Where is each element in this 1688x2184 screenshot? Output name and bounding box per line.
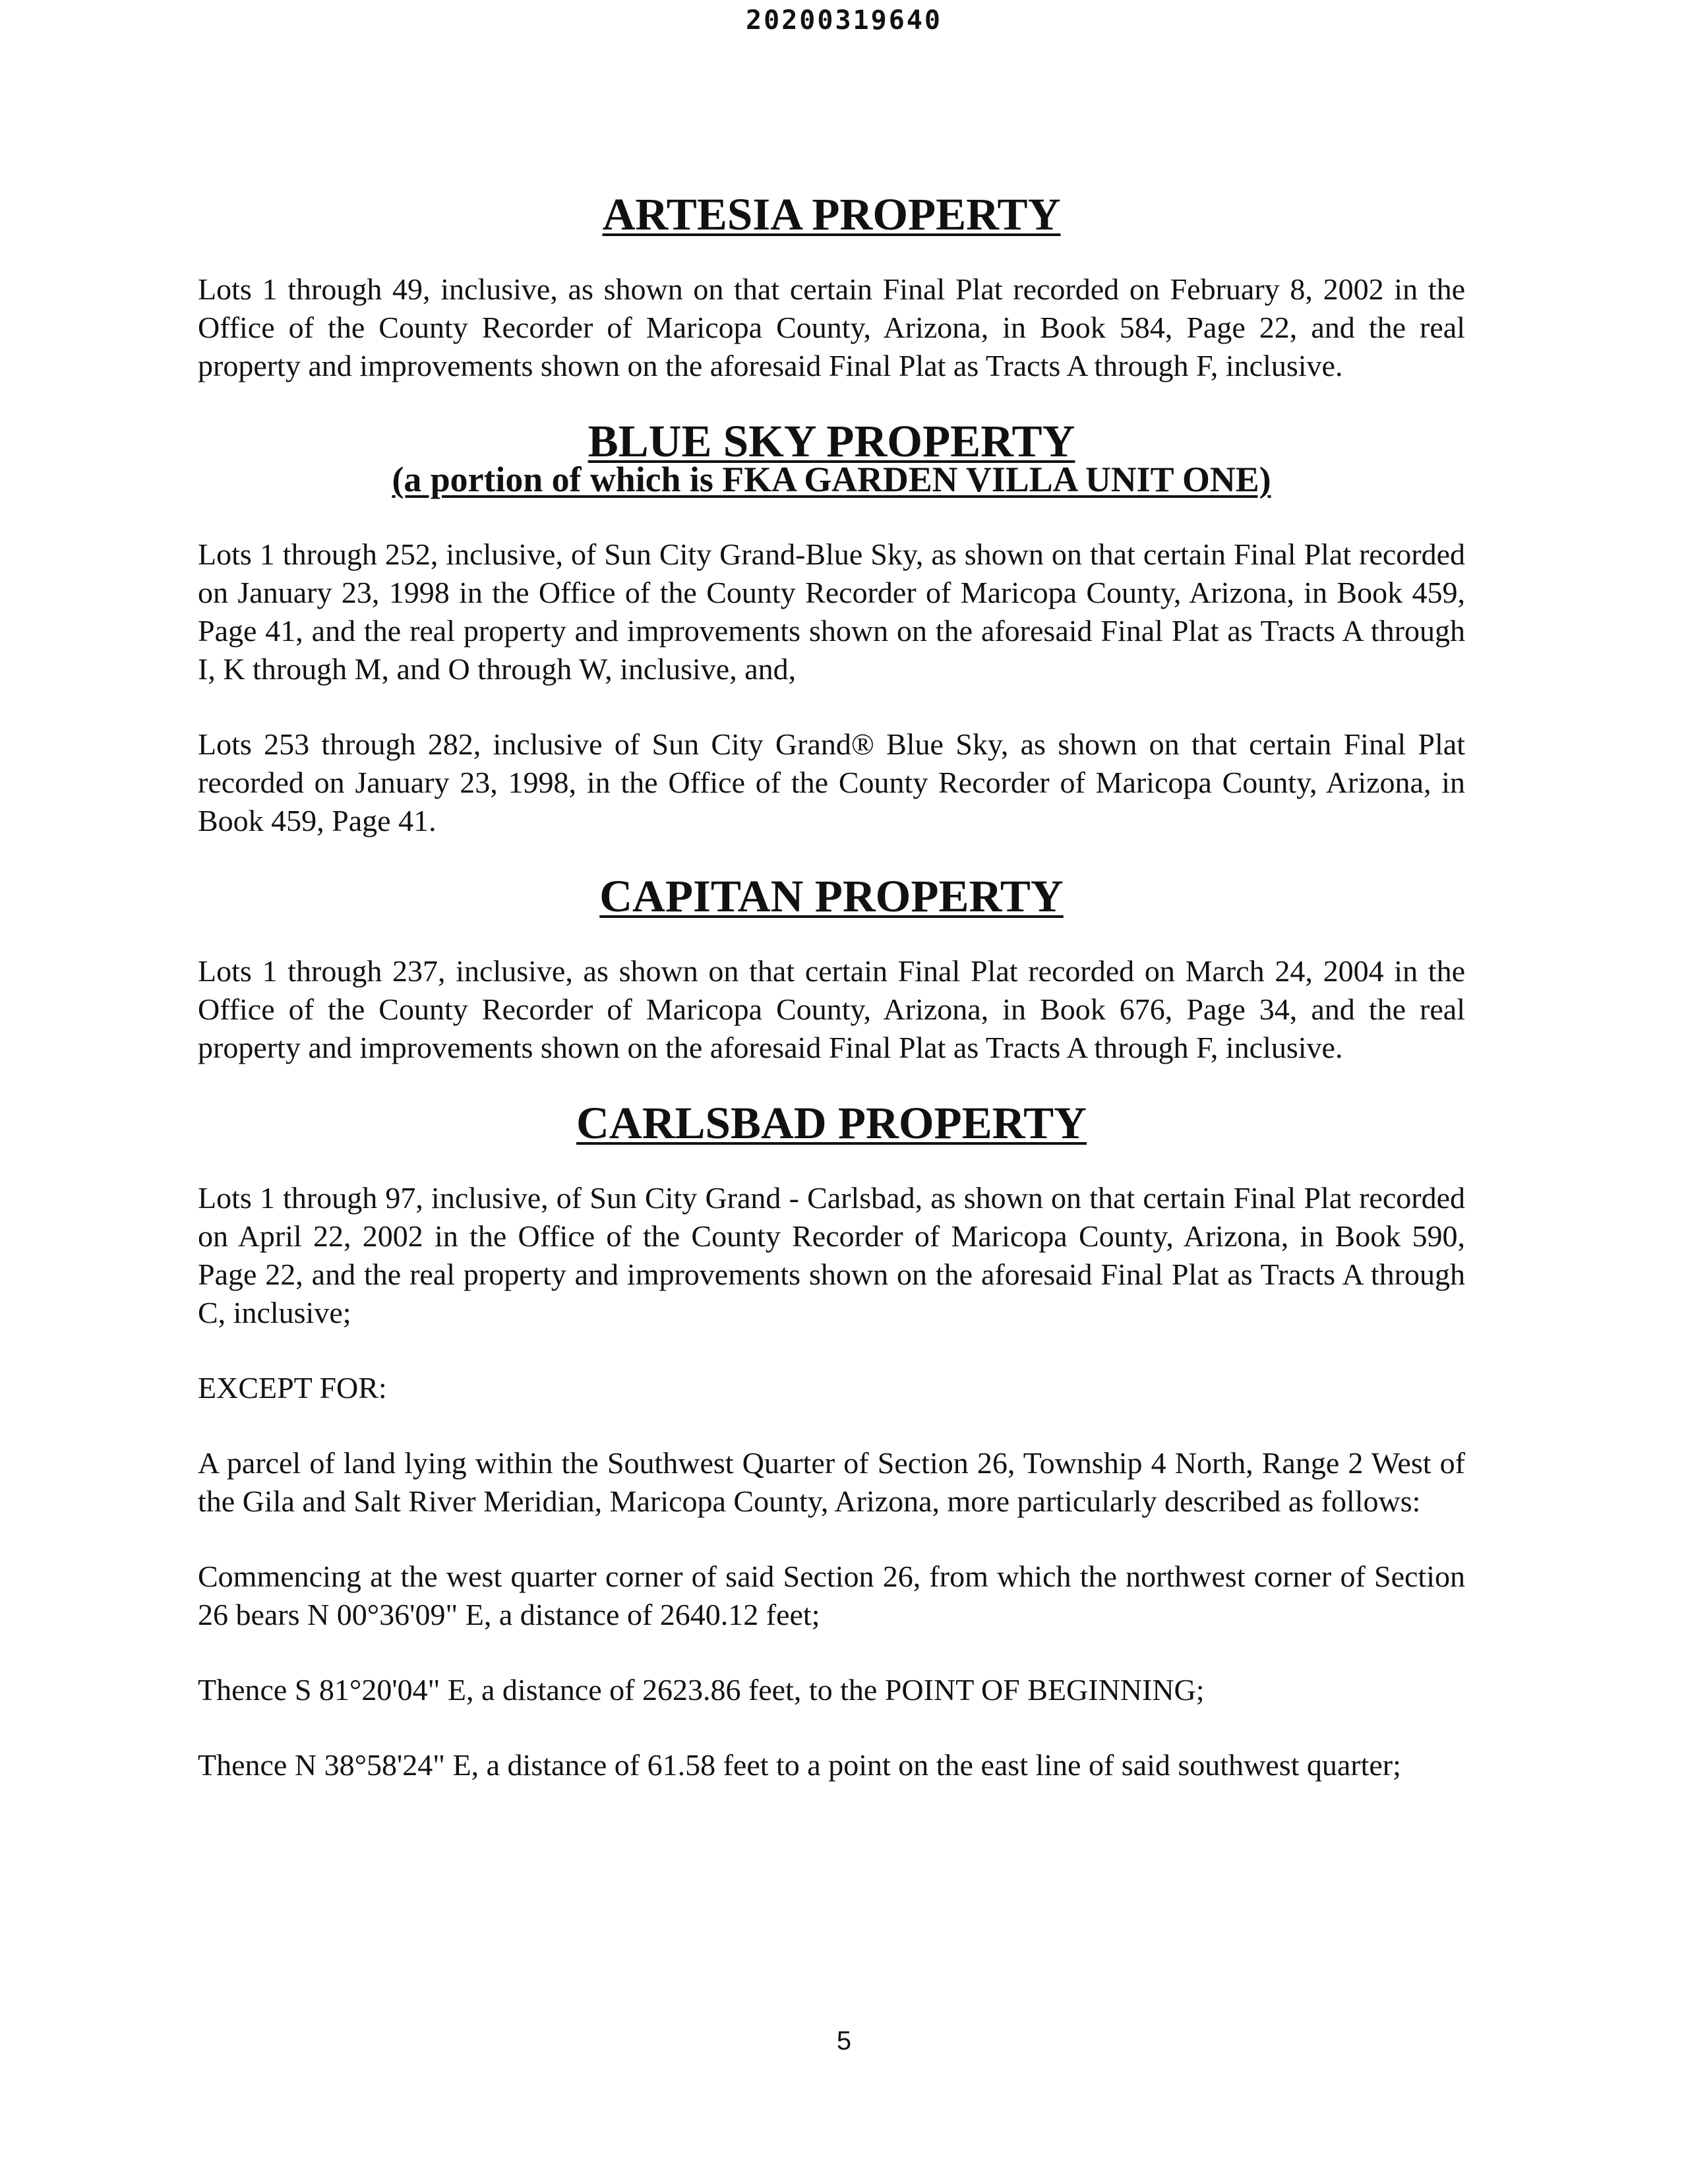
blue-sky-heading: BLUE SKY PROPERTY bbox=[588, 416, 1075, 466]
carlsbad-commencing: Commencing at the west quarter corner of said Section 26, from which the northwest corner of Section 26 bears N 00°36'09" E, a distance of 2640.12 feet; bbox=[198, 1560, 1465, 1631]
artesia-paragraph: Lots 1 through 49, inclusive, as shown on that certain Final Plat recorded on February 8, 2002 in the Office of the County Recorder of Maricopa County, Arizona, in Book 584, Page 22, and the real property and improvements shown on the aforesaid Final Plat as Tracts A through F, inclusive. bbox=[198, 272, 1465, 382]
carlsbad-thence-2: Thence N 38°58'24" E, a distance of 61.58 feet to a point on the east line of said southwest quarter; bbox=[198, 1748, 1401, 1782]
capitan-heading: CAPITAN PROPERTY bbox=[599, 871, 1064, 921]
carlsbad-except-label: EXCEPT FOR: bbox=[198, 1371, 387, 1405]
blue-sky-paragraph-2: Lots 253 through 282, inclusive of Sun City Grand® Blue Sky, as shown on that certain Final Plat recorded on January 23, 1998, in the Office of the County Recorder of Maricopa County, Arizona, in Book 459, Page 41. bbox=[198, 727, 1465, 837]
document-body bbox=[198, 189, 1465, 1784]
blue-sky-subheading: (a portion of which is FKA GARDEN VILLA UNIT ONE) bbox=[392, 460, 1271, 499]
artesia-heading: ARTESIA PROPERTY bbox=[602, 189, 1061, 239]
carlsbad-parcel-description: A parcel of land lying within the Southwest Quarter of Section 26, Township 4 North, Range 2 West of the Gila and Salt River Meridian, Maricopa County, Arizona, more particularly described as follows: bbox=[198, 1446, 1465, 1518]
capitan-paragraph: Lots 1 through 237, inclusive, as shown on that certain Final Plat recorded on March 24, 2004 in the Office of the County Recorder of Maricopa County, Arizona, in Book 676, Page 34, and the real property and improvements shown on the aforesaid Final Plat as Tracts A through F, inclusive. bbox=[198, 954, 1465, 1064]
carlsbad-paragraph-1: Lots 1 through 97, inclusive, of Sun City Grand - Carlsbad, as shown on that certain Final Plat recorded on April 22, 2002 in the Office of the County Recorder of Maricopa County, Arizona, in Book 590, Page 22, and the real property and improvements shown on the aforesaid Final Plat as Tracts A through C, inclusive; bbox=[198, 1181, 1465, 1329]
carlsbad-heading: CARLSBAD PROPERTY bbox=[576, 1098, 1087, 1148]
blue-sky-paragraph-1: Lots 1 through 252, inclusive, of Sun City Grand-Blue Sky, as shown on that certain Final Plat recorded on January 23, 1998 in the Office of the County Recorder of Maricopa County, Arizona, in Book 459, Page 41, and the real property and improvements shown on the aforesaid Final Plat as Tracts A through I, K through M, and O through W, inclusive, and, bbox=[198, 537, 1465, 686]
page-number: 5 bbox=[836, 2026, 852, 2055]
document-number: 20200319640 bbox=[746, 5, 942, 36]
carlsbad-thence-1: Thence S 81°20'04" E, a distance of 2623.86 feet, to the POINT OF BEGINNING; bbox=[198, 1673, 1205, 1707]
